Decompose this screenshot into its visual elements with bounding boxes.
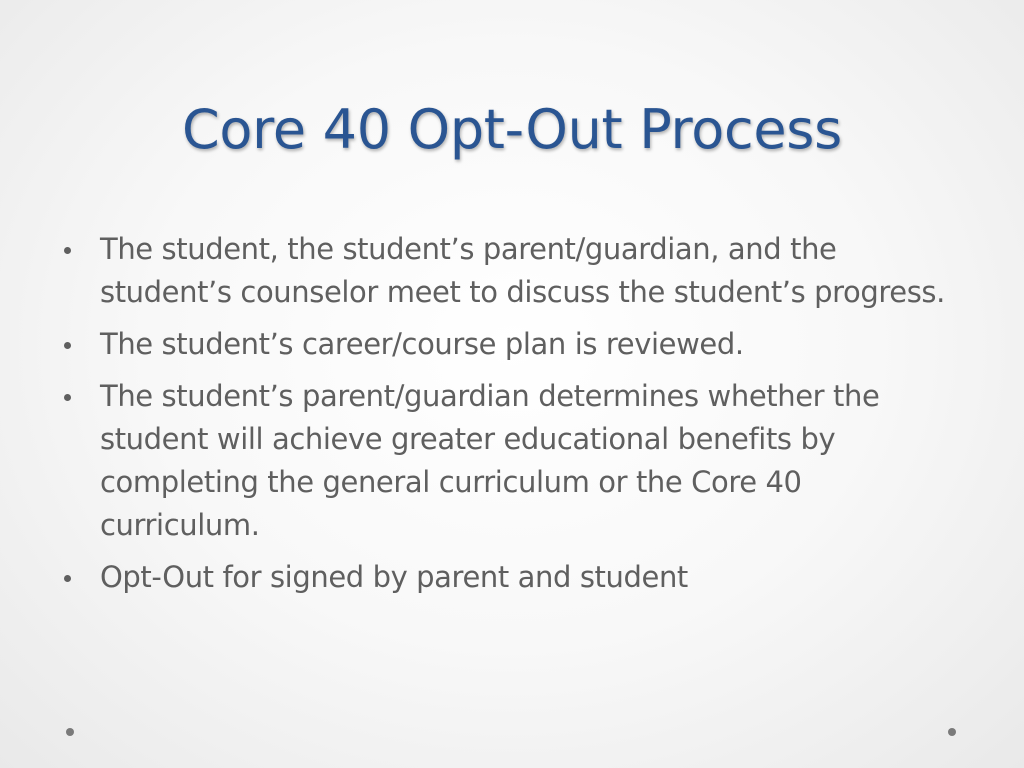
bullet-text: The student’s parent/guardian determines whether the student will achieve greater educational benefits by completing the general curriculum or the Core 40 curriculum. bbox=[100, 379, 880, 542]
bullet-text: The student, the student’s parent/guardian, and the student’s counselor meet to discuss the student’s progress. bbox=[100, 232, 945, 309]
bullet-dot-icon bbox=[64, 575, 71, 582]
bullet-dot-icon bbox=[64, 394, 71, 401]
bullet-list bbox=[62, 228, 962, 608]
bullet-text: The student’s career/course plan is reviewed. bbox=[100, 327, 744, 361]
bullet-dot-icon bbox=[64, 342, 71, 349]
bullet-item bbox=[62, 375, 962, 547]
bullet-text: Opt-Out for signed by parent and student bbox=[100, 560, 688, 594]
slide-title: Core 40 Opt-Out Process bbox=[182, 98, 842, 161]
bullet-item bbox=[62, 228, 962, 314]
bullet-dot-icon bbox=[64, 247, 71, 254]
bullet-item bbox=[62, 556, 962, 599]
decorative-dot-icon bbox=[66, 728, 74, 736]
decorative-dot-icon bbox=[948, 728, 956, 736]
bullet-item bbox=[62, 323, 962, 366]
